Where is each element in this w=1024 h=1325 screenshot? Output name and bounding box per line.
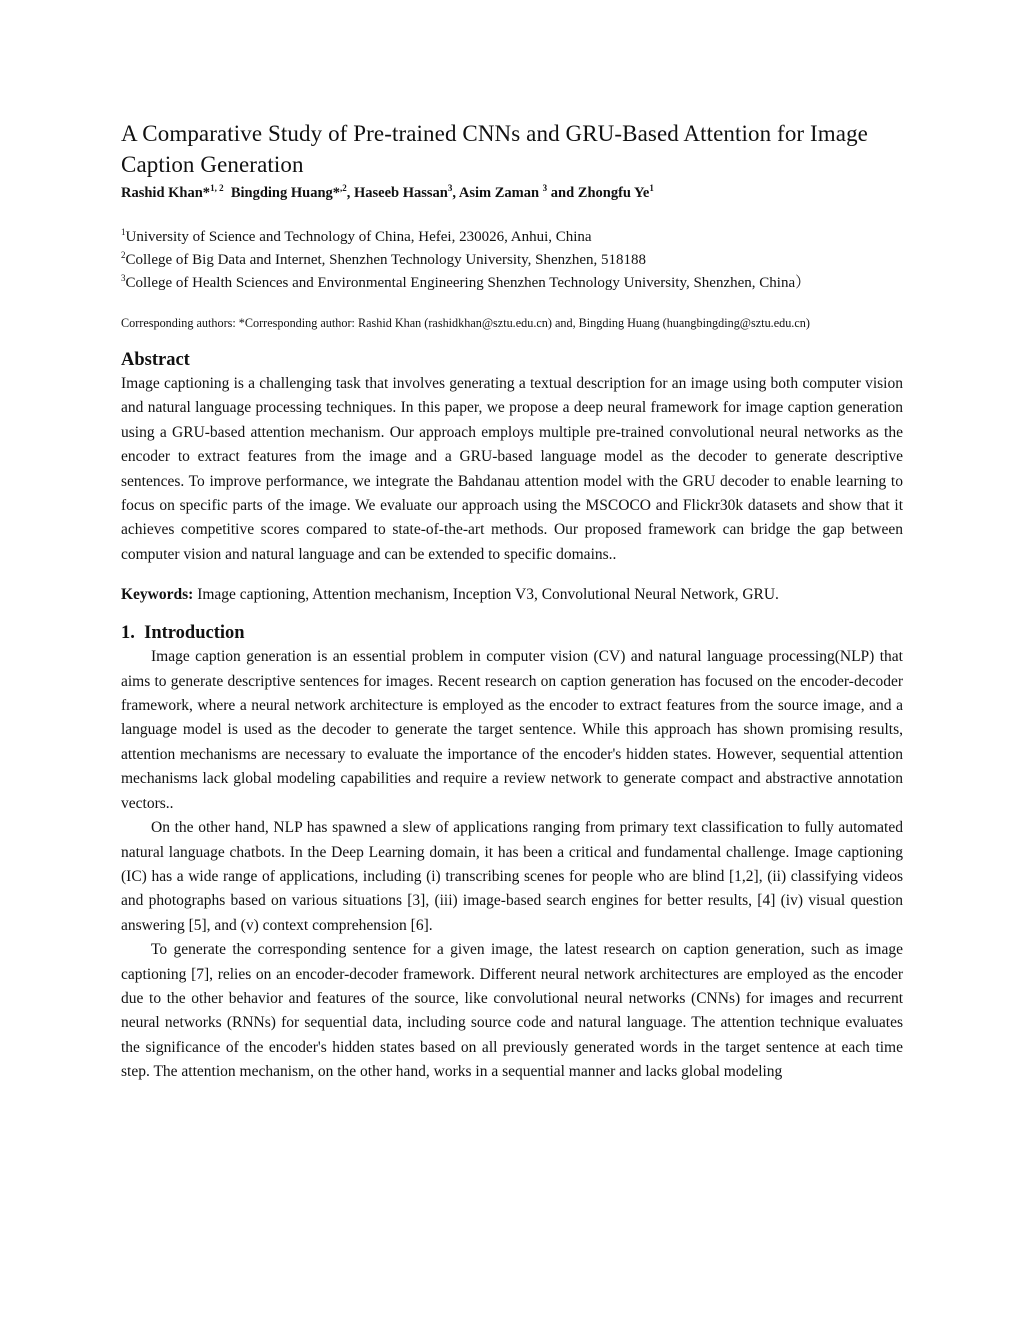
paper-title: A Comparative Study of Pre-trained CNNs and GRU-Based Attention for Image Caption Generation [121, 121, 868, 177]
paragraph: To generate the corresponding sentence for a given image, the latest research on caption generation, such as image captioning [7], relies on an encoder-decoder framework. Different neural network architectures are employed as the encoder due to the other behavior and features of the source, like convolutional neural networks (CNNs) for images and recurrent neural networks (RNNs) for sequential data, including source code and natural language. The attention technique evaluates the significance of the encoder's hidden states based on all previously generated words in the target sentence at each time step. The attention mechanism, on the other hand, works in a sequential manner and lacks global modeling [121, 941, 903, 1081]
author-affiliation-mark: 1, 2 [210, 183, 224, 193]
affiliation-item [121, 226, 903, 249]
author-name: Rashid Khan* [121, 185, 211, 201]
keywords-label: Keywords: [121, 586, 194, 604]
author-separator [224, 185, 231, 201]
author-affiliation-mark: ,2 [340, 183, 347, 193]
paragraph: Image caption generation is an essential problem in computer vision (CV) and natural language processing(NLP) that aims to generate descriptive sentences for images. Recent research on caption generation has focused on the encoder-decoder framework, where a neural network architecture is employed as the encoder to extract features from the source image, and a language model is used as the decoder to generate the target sentence. While this approach has shown promising results, attention mechanisms are necessary to evaluate the importance of the encoder's hidden states. However, sequential attention mechanisms lack global modeling capabilities and require a review network to generate compact and abstractive annotation vectors.. [121, 648, 903, 812]
affiliation-mark: 1 [121, 227, 126, 237]
affiliation-mark: 2 [121, 250, 126, 260]
affiliation-item [121, 249, 903, 272]
author-name: Bingding Huang* [230, 185, 341, 201]
abstract-text: Image captioning is a challenging task that involves generating a textual description for an image using both computer vision and natural language processing techniques. In this paper, we propose a deep neural framework for image caption generation using a GRU-based attention mechanism. Our approach employs multiple pre-trained convolutional neural networks as the encoder to extract features from the image and a GRU-based language model as the decoder to generate descriptive sentences. To improve performance, we integrate the Bahdanau attention model with the GRU decoder to enable learning to focus on specific parts of the image. We evaluate our approach using the MSCOCO and Flickr30k datasets and show that it achieves competitive scores compared to state-of-the-art methods. Our proposed framework can bridge the gap between computer vision and natural language and can be extended to specific domains.. [121, 375, 903, 563]
keywords [121, 583, 903, 607]
author-separator: and [547, 185, 578, 201]
author-affiliation-mark: 3 [542, 183, 548, 193]
section-heading-introduction: 1. Introduction [121, 623, 245, 644]
keywords-text: Image captioning, Attention mechanism, Inception V3, Convolutional Neural Network, GRU. [193, 586, 779, 604]
author-affiliation-mark: 1 [649, 183, 654, 193]
affiliation-item [121, 272, 903, 295]
author-name: Asim Zaman [458, 185, 540, 201]
corresponding-authors: Corresponding authors: *Corresponding author: Rashid Khan (rashidkhan@sztu.edu.cn) and, Bingding Huang (huangbingding@sztu.edu.cn) [121, 316, 810, 330]
author-separator: , [346, 185, 355, 201]
affiliation-text: University of Science and Technology of China, Hefei, 230026, Anhui, China [125, 229, 592, 245]
author-separator: , [452, 185, 459, 201]
affiliation-list [121, 226, 903, 295]
author-list [121, 183, 903, 203]
author-name: Haseeb Hassan [354, 185, 448, 201]
affiliation-text: College of Big Data and Internet, Shenzhen Technology University, Shenzhen, 518188 [125, 252, 646, 268]
paper-page [121, 118, 903, 1085]
abstract-heading: Abstract [121, 350, 190, 370]
author-name: Zhongfu Ye [577, 185, 650, 201]
affiliation-text: College of Health Sciences and Environmental Engineering Shenzhen Technology University, Shenzhen, China） [125, 275, 811, 291]
paragraph: On the other hand, NLP has spawned a slew of applications ranging from primary text classification to fully automated natural language chatbots. In the Deep Learning domain, it has been a critical and fundamental challenge. Image captioning (IC) has a wide range of applications, including (i) transcribing scenes for people who are blind [1,2], (ii) classifying videos and photographs based on various situations [3], (iii) image-based search engines for better results, [4] (iv) visual question answering [5], and (v) context comprehension [6]. [121, 819, 903, 934]
author-affiliation-mark: 3 [447, 183, 453, 193]
affiliation-mark: 3 [121, 273, 126, 283]
